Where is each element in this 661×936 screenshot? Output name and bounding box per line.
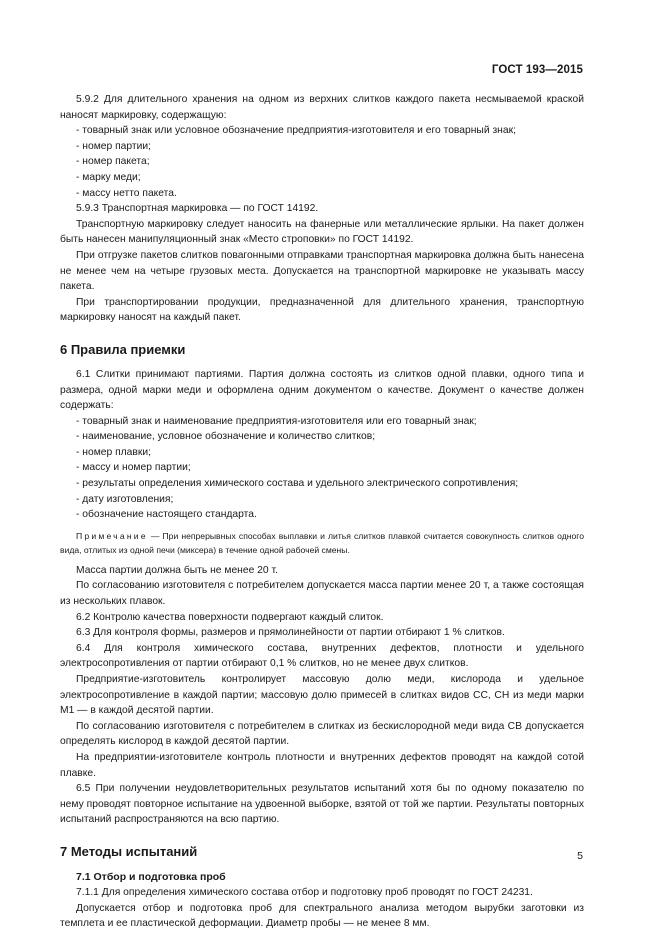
list-item: - обозначение настоящего стандарта. — [76, 509, 257, 521]
paragraph: Предприятие-изготовитель контролирует массовую долю меди, кислорода и удельное электросопротивление в каждой партии; массовую долю примесей в слитках видов СС, СН из меди марки М1 — в каждой десятой партии. — [60, 674, 584, 717]
section-heading: 6 Правила приемки — [60, 341, 186, 357]
list-item: - дату изготовления; — [76, 493, 174, 505]
list-item: - результаты определения химического состава и удельного электрического сопротивления; — [76, 478, 519, 490]
paragraph: На предприятии-изготовителе контроль плотности и внутренних дефектов проводят на каждой сотой плавке. — [60, 751, 584, 779]
note — [60, 529, 584, 557]
paragraph: Масса партии должна быть не менее 20 т. — [76, 564, 278, 576]
list-item: - массу нетто пакета. — [76, 187, 177, 199]
paragraph: 6.5 При получении неудовлетворительных результатов испытаний хотя бы по одному показателю по нему проводят повторное испытание на удвоенной выборке, взятой от той же партии. Результаты повторных испытаний распространяются на всю партию. — [60, 783, 584, 826]
paragraph: 6.3 Для контроля формы, размеров и прямолинейности от партии отбирают 1 % слитков. — [76, 627, 505, 639]
list-item: - номер партии; — [76, 140, 151, 152]
list-item: - массу и номер партии; — [76, 462, 191, 474]
paragraph: При отгрузке пакетов слитков повагонными отправками транспортная маркировка должна быть нанесена не менее чем на четыре грузовых места. Допускается на транспортной маркировке не указывать массу пакета. — [60, 249, 584, 293]
page-number: 5 — [577, 850, 583, 862]
paragraph: 5.9.2 Для длительного хранения на одном из верхних слитков каждого пакета несмываемой краской наносят маркировку, содержащую: — [60, 94, 584, 121]
paragraph: 5.9.3 Транспортная маркировка — по ГОСТ 14192. — [76, 203, 319, 215]
note-label: Примечание — [76, 530, 148, 541]
list-item: - марку меди; — [76, 171, 141, 183]
paragraph: 6.1 Слитки принимают партиями. Партия должна состоять из слитков одной плавки, одного типа и размера, одной марки меди и оформлена одним документом о качестве. Документ о качестве должен содержать: — [60, 368, 584, 412]
paragraph: Допускается отбор и подготовка проб для спектрального анализа методом вырубки заготовки из темплета и ее пластической деформации. Диаметр пробы — не менее 8 мм. — [60, 902, 584, 930]
section-heading: 7 Методы испытаний — [60, 843, 198, 859]
paragraph: 7.1.1 Для определения химического состава отбор и подготовку проб проводят по ГОСТ 24231. — [76, 886, 533, 898]
page-header: ГОСТ 193—2015 — [491, 64, 583, 76]
document-body — [60, 92, 584, 932]
subsection-heading: 7.1 Отбор и подготовка проб — [76, 870, 226, 883]
list-item: - номер плавки; — [76, 446, 151, 458]
paragraph: По согласованию изготовителя с потребителем допускается масса партии менее 20 т, а также состоящая из нескольких плавок. — [60, 580, 584, 608]
list-item: - товарный знак или условное обозначение предприятия-изготовителя и его товарный знак; — [76, 125, 516, 137]
paragraph: Транспортную маркировку следует наносить на фанерные или металлические ярлыки. На пакет должен быть нанесен манипуляционный знак «Место строповки» по ГОСТ 14192. — [60, 218, 584, 246]
list-item: - товарный знак и наименование предприятия-изготовителя или его товарный знак; — [76, 415, 477, 427]
paragraph: 6.2 Контролю качества поверхности подвергают каждый слиток. — [76, 611, 384, 623]
paragraph: При транспортировании продукции, предназначенной для длительного хранения, транспортную маркировку наносят на каждый пакет. — [60, 296, 584, 324]
note-text: — При непрерывных способах выплавки и литья слитков плавкой считается совокупность слитков одного вида, отлитых из одной печи (миксера) в течение одной рабочей смены. — [60, 530, 584, 555]
list-item: - наименование, условное обозначение и количество слитков; — [76, 431, 376, 443]
paragraph: 6.4 Для контроля химического состава, внутренних дефектов, плотности и удельного электросопротивления от партии отбирают 0,1 % слитков, но не менее двух слитков. — [60, 642, 584, 670]
list-item: - номер пакета; — [76, 156, 150, 168]
paragraph: По согласованию изготовителя с потребителем в слитках из бескислородной меди вида СВ допускается определять кислород в каждой десятой партии. — [60, 720, 584, 748]
